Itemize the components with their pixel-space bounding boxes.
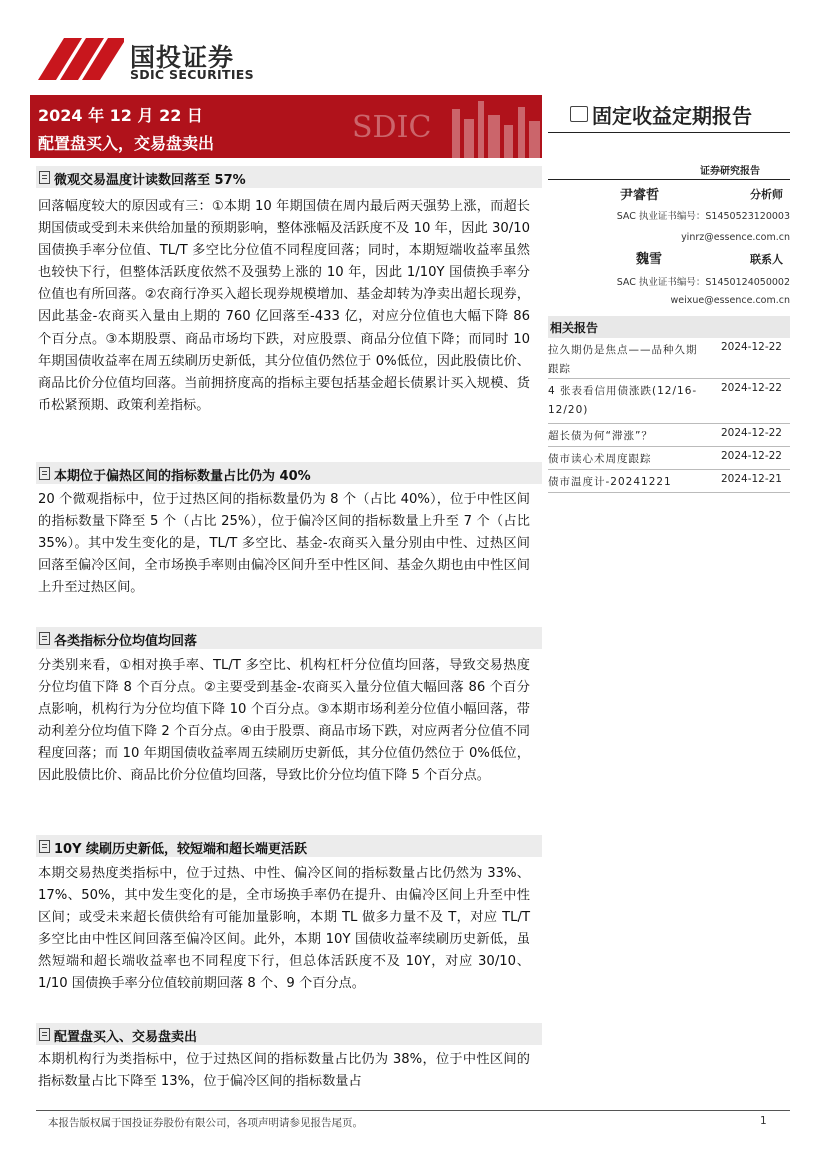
related-reports-title — [548, 316, 790, 338]
related-report-date: 2024-12-22 — [720, 382, 782, 394]
section-body: 本期机构行为类指标中，位于过热区间的指标数量占比仍为 38%，位于中性区间的指标数量占比下降至 13%，位于偏冷区间的指标数量占 — [38, 1052, 530, 1090]
contact-cert: SAC 执业证书编号：S1450124050002 — [616, 277, 790, 288]
document-icon — [39, 840, 50, 853]
copyright-notice: 本报告版权属于国投证券股份有限公司，各项声明请参见报告尾页。 — [48, 1117, 363, 1129]
analyst-cert: SAC 执业证书编号：S1450523120003 — [616, 211, 790, 222]
section-heading-text: 配置盘买入、交易盘卖出 — [54, 1030, 198, 1045]
related-report-date: 2024-12-21 — [720, 473, 782, 485]
page-number: 1 — [760, 1115, 767, 1127]
contact-role: 联系人 — [750, 253, 783, 266]
section-heading-text: 本期位于偏热区间的指标数量占比仍为 40% — [54, 469, 311, 484]
section-heading-text: 各类指标分位均值均回落 — [54, 634, 198, 649]
analyst-email[interactable]: yinrz@essence.com.cn — [681, 232, 790, 243]
related-report-item[interactable] — [548, 447, 790, 470]
document-icon — [39, 1028, 50, 1041]
related-report-item[interactable] — [548, 379, 790, 424]
logo-text-en: SDIC SECURITIES — [130, 67, 254, 82]
section-body: 本期交易热度类指标中，位于过热、中性、偏冷区间的指标数量占比仍然为 33%、17%、50%，其中发生变化的是，全市场换手率仍在提升、由偏冷区间上升至中性区间；或受未来超长债供给有可能加量影响，本期 TL 做多力量不及 T，对应 TL/T 多空比由中性区间回落至偏冷区间。此外，本期 10Y 国债收益率续刷历史新低，虽然短端和超长端收益率也不同程度下行，但总体活跃度不及 10Y，对应 30/10、1/10 国债换手率分位值较前期回落 8 个、9 个百分点。 — [38, 866, 530, 992]
footer-divider — [36, 1110, 790, 1111]
banner-watermark: SDIC — [352, 110, 432, 145]
related-report-title: 超长债为何“滞涨”？ — [548, 430, 653, 442]
section-body: 回落幅度较大的原因或有三：①本期 10 年期国债在周内最后两天强势上涨，而超长期国债或受到未来供给加量的预期影响，整体涨幅及活跃度不及 10 年，因此 30/10 国债换手率分位值、TL/T 多空比分位值不同程度回落；同时，本期短端收益率虽然也较快下行，但整体活跃度依然不及强势上涨的 10 年，因此 1/10Y 国债换手率分位值也有所回落。②农商行净买入超长现券规模增加、基金却转为净卖出超长现券，因此基金-农商买入量由上期的 760 亿回落至-433 亿，对应分位值也大幅下降 86 个百分点。③本期股票、商品市场均下跌，对应股票、商品分位值下降；而同时 10 年期国债收益率在周五续刷历史新低，其分位值仍然位于 0%低位，因此股债比价、商品比价分位值均回落。当前拥挤度高的指标主要包括基金超长债累计买入规模、货币松紧预期、政策利差指标。 — [38, 199, 530, 413]
document-icon — [39, 632, 50, 645]
company-logo — [38, 36, 263, 84]
related-report-title: 拉久期仍是焦点——品种久期跟踪 — [548, 344, 698, 375]
related-report-date: 2024-12-22 — [720, 450, 782, 462]
section-heading-text: 微观交易温度计读数回落至 57% — [54, 173, 246, 188]
report-date: 2024 年 12 月 22 日 — [38, 106, 203, 125]
related-report-item[interactable] — [548, 470, 790, 493]
related-reports-label: 相关报告 — [550, 321, 599, 335]
section-body: 分类别来看，①相对换手率、TL/T 多空比、机构杠杆分位值均回落，导致交易热度分位均值下降 8 个百分点。②主要受到基金-农商买入量分位值大幅回落 86 个百分点影响，机构行为分位均值下降 10 个百分点。③本期市场利差分位值小幅回落，带动利差分位均值下降 2 个百分点。④由于股票、商品市场下跌，对应两者分位值不同程度回落；而 10 年期国债收益率周五续刷历史新低，其分位值仍然位于 0%低位，因此股债比价、商品比价分位值均回落，导致比价分位均值下降 5 个百分点。 — [38, 658, 530, 784]
related-report-date: 2024-12-22 — [720, 427, 782, 439]
related-report-title: 债市读心术周度跟踪 — [548, 453, 652, 465]
section-heading — [36, 166, 542, 188]
section-body: 20 个微观指标中，位于过热区间的指标数量仍为 8 个（占比 40%），位于中性区间的指标数量下降至 5 个（占比 25%），位于偏冷区间的指标数量上升至 7 个（占比 35%）。其中发生变化的是，TL/T 多空比、基金-农商买入量分别由中性、过热区间回落至偏冷区间，全市场换手率则由偏冷区间升至中性区间、基金久期也由中性区间上升至过热区间。 — [38, 492, 530, 596]
section-heading — [36, 835, 542, 857]
document-icon — [39, 467, 50, 480]
report-type-header — [570, 100, 790, 130]
document-icon — [39, 171, 50, 184]
contact-name: 魏雪 — [636, 252, 663, 267]
title-banner — [30, 95, 542, 158]
city-skyline-icon — [332, 95, 542, 158]
report-category: 证券研究报告 — [700, 166, 760, 177]
section-heading — [36, 627, 542, 649]
report-type-title: 固定收益定期报告 — [592, 104, 752, 128]
contact-email[interactable]: weixue@essence.com.cn — [670, 295, 790, 306]
section-heading — [36, 1023, 542, 1045]
section-heading-text: 10Y 续刷历史新低，较短端和超长端更活跃 — [54, 842, 308, 857]
analyst-role: 分析师 — [750, 188, 783, 201]
logo-mark-icon — [38, 38, 124, 80]
category-divider — [548, 179, 790, 180]
related-report-date: 2024-12-22 — [720, 341, 782, 353]
related-report-title: 债市温度计-20241221 — [548, 476, 672, 488]
analyst-name: 尹睿哲 — [620, 188, 660, 203]
related-report-title: 4 张表看信用债涨跌(12/16-12/20) — [548, 385, 698, 416]
related-report-item[interactable] — [548, 338, 790, 379]
related-report-item[interactable] — [548, 424, 790, 447]
logo-text-cn: 国投证券 — [130, 43, 235, 72]
section-heading — [36, 462, 542, 484]
report-headline: 配置盘买入，交易盘卖出 — [38, 134, 215, 153]
chart-icon — [570, 106, 588, 122]
header-divider — [548, 132, 790, 133]
